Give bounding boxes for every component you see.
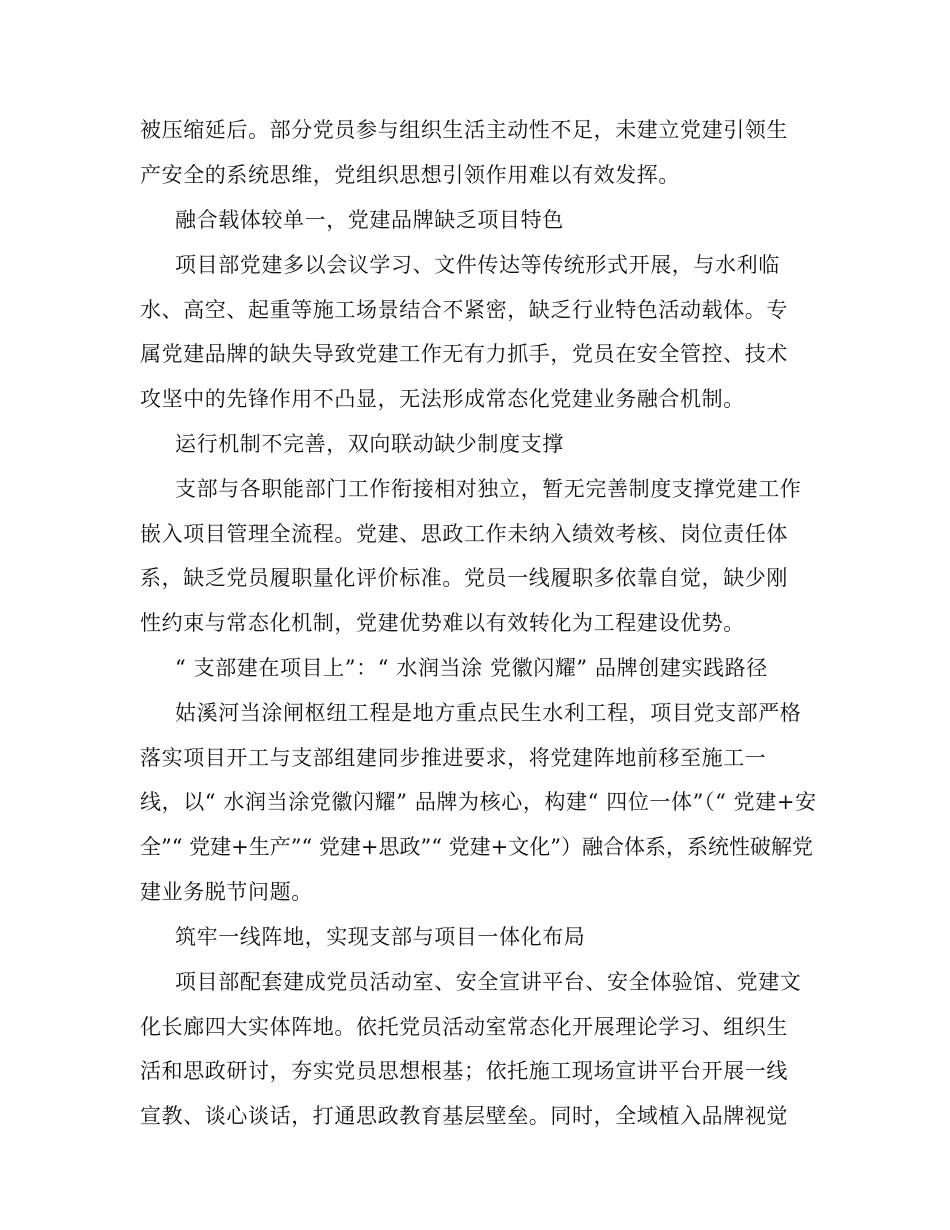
text-line: 支部与各职能部门工作衔接相对独立，暂无完善制度支撑党建工作 [175,477,802,501]
text-line: 属党建品牌的缺失导致党建工作无有力抓手，党员在安全管控、技术 [140,342,788,366]
text-line: 系，缺乏党员履职量化评价标准。党员一线履职多依靠自觉，缺少刚 [140,566,788,590]
text-line: 性约束与常态化机制，党建优势难以有效转化为工程建设优势。 [140,611,745,635]
text-line: 产安全的系统思维，党组织思想引领作用难以有效发挥。 [140,163,680,187]
text-line: 姑溪河当涂闸枢纽工程是地方重点民生水利工程，项目党支部严格 [175,701,802,725]
text-line: 宣教、谈心谈话，打通思政教育基层壁垒。同时，全域植入品牌视觉 [140,1104,788,1128]
text-line: 项目部配套建成党员活动室、安全宣讲平台、安全体验馆、党建文 [175,970,802,994]
section-heading: “ 支部建在项目上”：“ 水润当涂 党徽闪耀” 品牌创建实践路径 [175,656,768,680]
section-heading: 筑牢一线阵地，实现支部与项目一体化布局 [175,925,586,949]
section-heading: 融合载体较单一，党建品牌缺乏项目特色 [175,208,564,232]
text-line: 化长廊四大实体阵地。依托党员活动室常态化开展理论学习、组织生 [140,1015,788,1039]
text-line: 水、高空、起重等施工场景结合不紧密，缺乏行业特色活动载体。专 [140,298,788,322]
text-line: 建业务脱节问题。 [140,880,313,904]
text-line: 嵌入项目管理全流程。党建、思政工作未纳入绩效考核、岗位责任体 [140,522,788,546]
text-line: 落实项目开工与支部组建同步推进要求，将党建阵地前移至施工一 [140,746,767,770]
text-line: 攻坚中的先锋作用不凸显，无法形成常态化党建业务融合机制。 [140,387,745,411]
text-line: 项目部党建多以会议学习、文件传达等传统形式开展，与水利临 [175,253,780,277]
section-heading: 运行机制不完善，双向联动缺少制度支撑 [175,432,564,456]
text-line: 被压缩延后。部分党员参与组织生活主动性不足，未建立党建引领生 [140,118,788,142]
text-line: 全”“ 党建+生产”“ 党建+思政”“ 党建+文化”）融合体系，系统性破解党 [140,835,813,859]
text-line: 活和思政研讨，夯实党员思想根基；依托施工现场宣讲平台开展一线 [140,1059,788,1083]
text-line: 线，以“ 水润当涂党徽闪耀” 品牌为核心，构建“ 四位一体”（“ 党建+安 [140,790,817,814]
